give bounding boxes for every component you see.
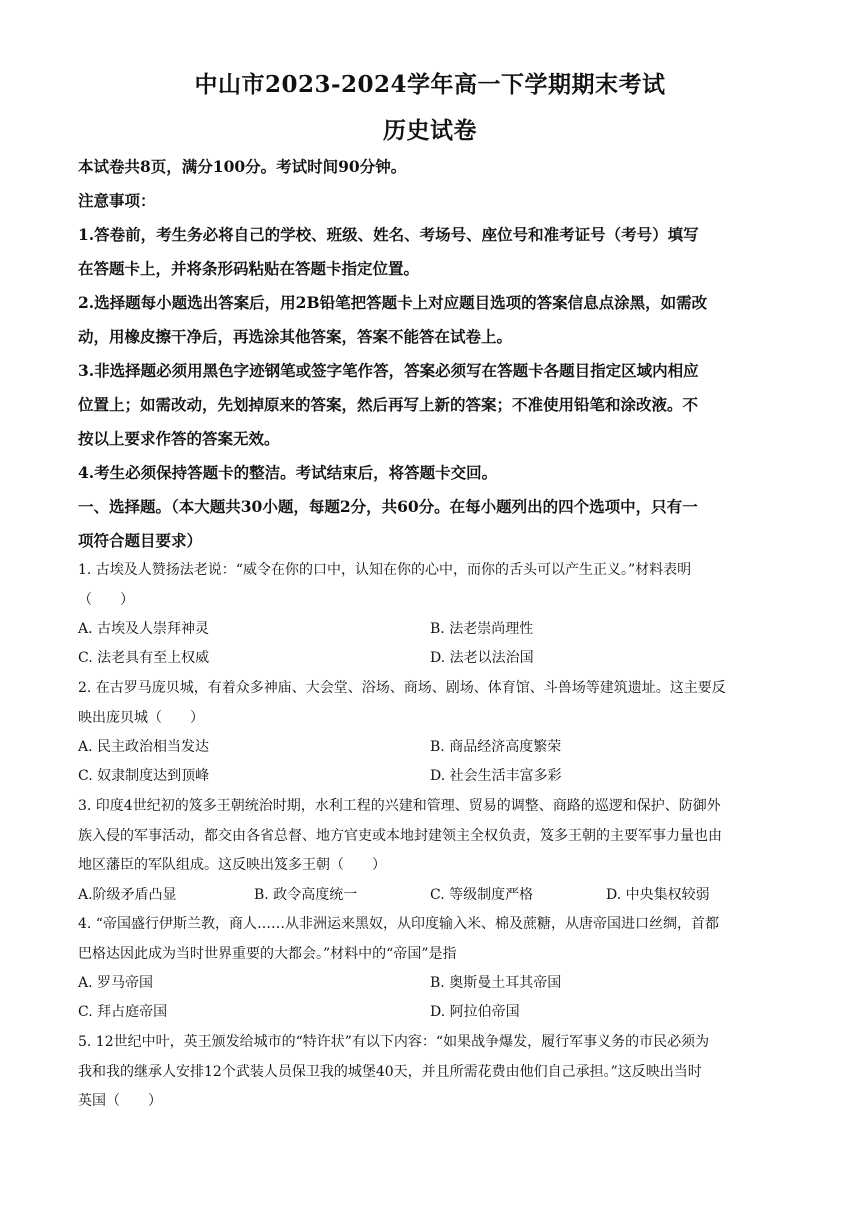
question-text: 英国（ ） bbox=[78, 1093, 162, 1109]
notice-line: 1.答卷前，考生务必将自己的学校、班级、姓名、考场号、座位号和准考证号（考号）填写 bbox=[78, 225, 699, 244]
option-a: A. 古埃及人崇拜神灵 bbox=[78, 621, 210, 637]
exam-subtitle: 历史试卷 bbox=[383, 117, 477, 144]
question-text: 族入侵的军事活动，都交由各省总督、地方官吏或本地封建领主全权负责，笈多王朝的主要军事力量也由 bbox=[78, 827, 722, 844]
question-text: 巴格达因此成为当时世界重要的大都会。”材料中的“帝国”是指 bbox=[78, 945, 457, 962]
notice-line: 位置上；如需改动，先划掉原来的答案，然后再写上新的答案；不准使用铅笔和涂改液。不 bbox=[78, 395, 699, 414]
question-3-stem bbox=[78, 792, 784, 881]
option-d: D. 中央集权较弱 bbox=[606, 887, 710, 903]
notice-line: 动，用橡皮擦干净后，再选涂其他答案，答案不能答在试卷上。 bbox=[78, 327, 513, 346]
question-1-stem bbox=[78, 556, 784, 615]
question-text: （ ） bbox=[78, 591, 134, 608]
question-text: 1. 古埃及人赞扬法老说：“威令在你的口中，认知在你的心中，而你的舌头可以产生正义。”材料表明 bbox=[78, 562, 692, 578]
notice-line: 按以上要求作答的答案无效。 bbox=[78, 429, 280, 448]
intro-line: 本试卷共8页，满分100分。考试时间90分钟。 bbox=[78, 157, 407, 176]
option-d: D. 社会生活丰富多彩 bbox=[430, 768, 562, 784]
section-heading: 项符合题目要求） bbox=[78, 531, 203, 550]
notice-line: 在答题卡上，并将条形码粘贴在答题卡指定位置。 bbox=[78, 259, 420, 278]
option-c: C. 等级制度严格 bbox=[430, 887, 534, 903]
option-c: C. 拜占庭帝国 bbox=[78, 1004, 168, 1020]
question-text: 映出庞贝城（ ） bbox=[78, 709, 204, 726]
question-text: 3. 印度4世纪初的笈多王朝统治时期，水利工程的兴建和管理、贸易的调整、商路的巡逻和保护、防御外 bbox=[78, 798, 721, 814]
option-d: D. 阿拉伯帝国 bbox=[430, 1004, 520, 1020]
question-text: 4. “帝国盛行伊斯兰教，商人……从非洲运来黑奴，从印度输入米、棉及蔗糖，从唐帝国进口丝绸，首都 bbox=[78, 916, 719, 932]
notice-line: 4.考生必须保持答题卡的整洁。考试结束后，将答题卡交回。 bbox=[78, 463, 498, 482]
option-a: A. 民主政治相当发达 bbox=[78, 739, 210, 755]
option-b: B. 商品经济高度繁荣 bbox=[430, 739, 562, 755]
notice-line: 2.选择题每小题选出答案后，用2B铅笔把答题卡上对应题目选项的答案信息点涂黑，如需改 bbox=[78, 293, 708, 312]
notice-heading: 注意事项： bbox=[78, 191, 156, 210]
question-2-stem bbox=[78, 674, 784, 733]
question-text: 5. 12世纪中叶，英王颁发给城市的“特许状”有以下内容：“如果战争爆发，履行军事义务的市民必须为 bbox=[78, 1034, 710, 1050]
option-a: A.阶级矛盾凸显 bbox=[78, 887, 177, 903]
option-c: C. 法老具有至上权威 bbox=[78, 650, 210, 666]
option-c: C. 奴隶制度达到顶峰 bbox=[78, 768, 210, 784]
option-a: A. 罗马帝国 bbox=[78, 975, 154, 991]
question-text: 我和我的继承人安排12个武装人员保卫我的城堡40天，并且所需花费由他们自己承担。”这反映出当时 bbox=[78, 1063, 702, 1080]
section-heading: 一、选择题。（本大题共30小题，每题2分，共60分。在每小题列出的四个选项中，只有一 bbox=[78, 497, 698, 516]
option-b: B. 法老崇尚理性 bbox=[430, 621, 534, 637]
option-d: D. 法老以法治国 bbox=[430, 650, 534, 666]
question-5-stem bbox=[78, 1028, 784, 1117]
instructions-block bbox=[78, 150, 784, 558]
question-4-stem bbox=[78, 910, 784, 969]
option-b: B. 奥斯曼土耳其帝国 bbox=[430, 975, 562, 991]
option-b: B. 政令高度统一 bbox=[254, 887, 358, 903]
question-text: 2. 在古罗马庞贝城，有着众多神庙、大会堂、浴场、商场、剧场、体育馆、斗兽场等建筑遗址。这主要反 bbox=[78, 680, 726, 696]
notice-line: 3.非选择题必须用黑色字迹钢笔或签字笔作答，答案必须写在答题卡各题目指定区域内相应 bbox=[78, 361, 699, 380]
question-text: 地区藩臣的军队组成。这反映出笈多王朝（ ） bbox=[78, 857, 386, 873]
exam-title: 中山市2023-2024学年高一下学期期末考试 bbox=[194, 71, 666, 98]
